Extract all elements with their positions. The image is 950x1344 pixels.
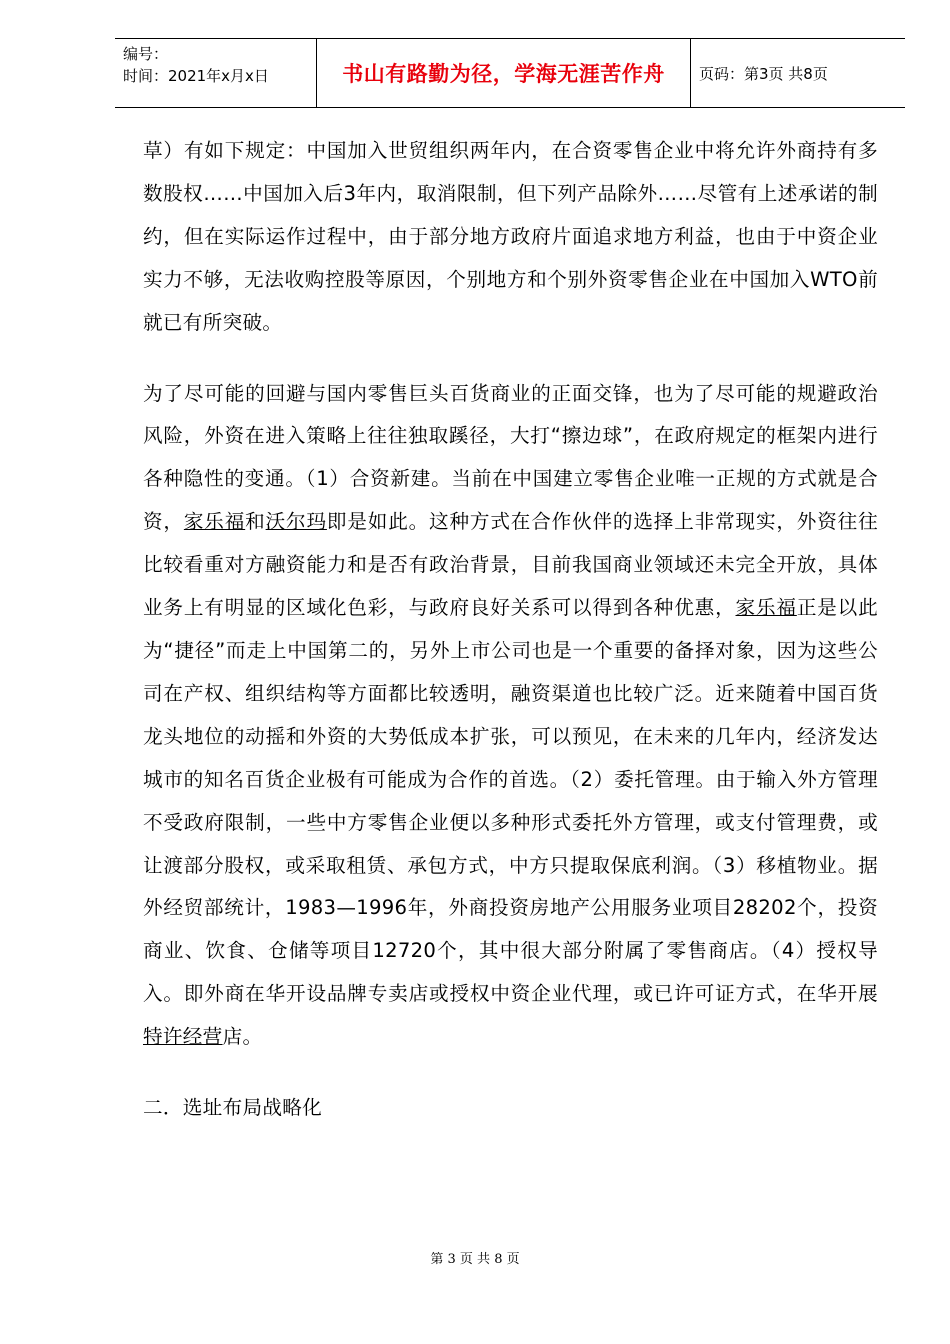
page-header (115, 38, 905, 108)
document-number-label: 编号： (123, 45, 169, 63)
link-franchise[interactable]: 特许经营 (143, 1025, 223, 1049)
link-carrefour[interactable]: 家乐福 (183, 510, 246, 534)
header-motto-cell (317, 39, 691, 107)
paragraph-2-text-a: 为了尽可能的回避与国内零售巨头百货商业的正面交锋，也为了尽可能的规避政治风险，外资在进入策略上往往独取蹊径，大打“擦边球”，在政府规定的框架内进行各种隐性的变通。（1）合资新建。当前在中国建立零售企业唯一正规的方式就是合资， (143, 381, 878, 534)
section-heading (143, 1087, 878, 1130)
paragraph-2-text-d: 正是以此为“捷径”而走上中国第二的，另外上市公司也是一个重要的备择对象，因为这些公司在产权、组织结构等方面都比较透明，融资渠道也比较广泛。近来随着中国百货龙头地位的动摇和外资的大势低成本扩张，可以预见，在未来的几年内，经济发达城市的知名百货企业极有可能成为合作的首选。（2）委托管理。由于输入外方管理不受政府限制，一些中方零售企业便以多种形式委托外方管理，或支付管理费，或让渡部分股权，或采取租赁、承包方式，中方只提取保底利润。（3）移植物业。据外经贸部统计，1983—1996年，外商投资房地产公用服务业项目28202个，投资商业、饮食、仓储等项目12720个，其中很大部分附属了零售商店。（4）授权导入。即外商在华开设品牌专卖店或授权中资企业代理，或已许可证方式，在华开展 (143, 596, 879, 1006)
footer-page-number: 第 3 页 共 8 页 (430, 1252, 520, 1267)
paragraph-2 (143, 373, 878, 1060)
paragraph-2-text-b: 和 (245, 510, 266, 534)
paragraph-1-text: 草）有如下规定：中国加入世贸组织两年内，在合资零售企业中将允许外商持有多数股权……中国加入后3年内，取消限制，但下列产品除外……尽管有上述承诺的制约，但在实际运作过程中，由于部分地方政府片面追求地方利益，也由于中资企业实力不够，无法收购控股等原因，个别地方和个别外资零售企业在中国加入WTO前就已有所突破。 (143, 139, 878, 334)
paragraph-1 (143, 130, 878, 345)
section-heading-text: 二．选址布局战略化 (143, 1096, 323, 1120)
page-footer (0, 1248, 950, 1267)
document-time-label: 时间：2021年x月x日 (123, 67, 269, 85)
header-motto: 书山有路勤为径，学海无涯苦作舟 (342, 62, 665, 86)
paragraph-2-text-e: 店。 (222, 1025, 263, 1049)
document-body (143, 130, 878, 1130)
link-carrefour-2[interactable]: 家乐福 (735, 596, 797, 620)
header-page-cell (691, 39, 905, 107)
header-meta (115, 39, 317, 107)
paragraph-2-text-c: 即是如此。这种方式在合作伙伴的选择上非常现实，外资往往比较看重对方融资能力和是否有政治背景，目前我国商业领域还未完全开放，具体业务上有明显的区域化色彩，与政府良好关系可以得到各种优惠， (143, 510, 878, 620)
link-walmart[interactable]: 沃尔玛 (265, 510, 327, 534)
header-page-number: 页码：第3页 共8页 (699, 64, 828, 83)
